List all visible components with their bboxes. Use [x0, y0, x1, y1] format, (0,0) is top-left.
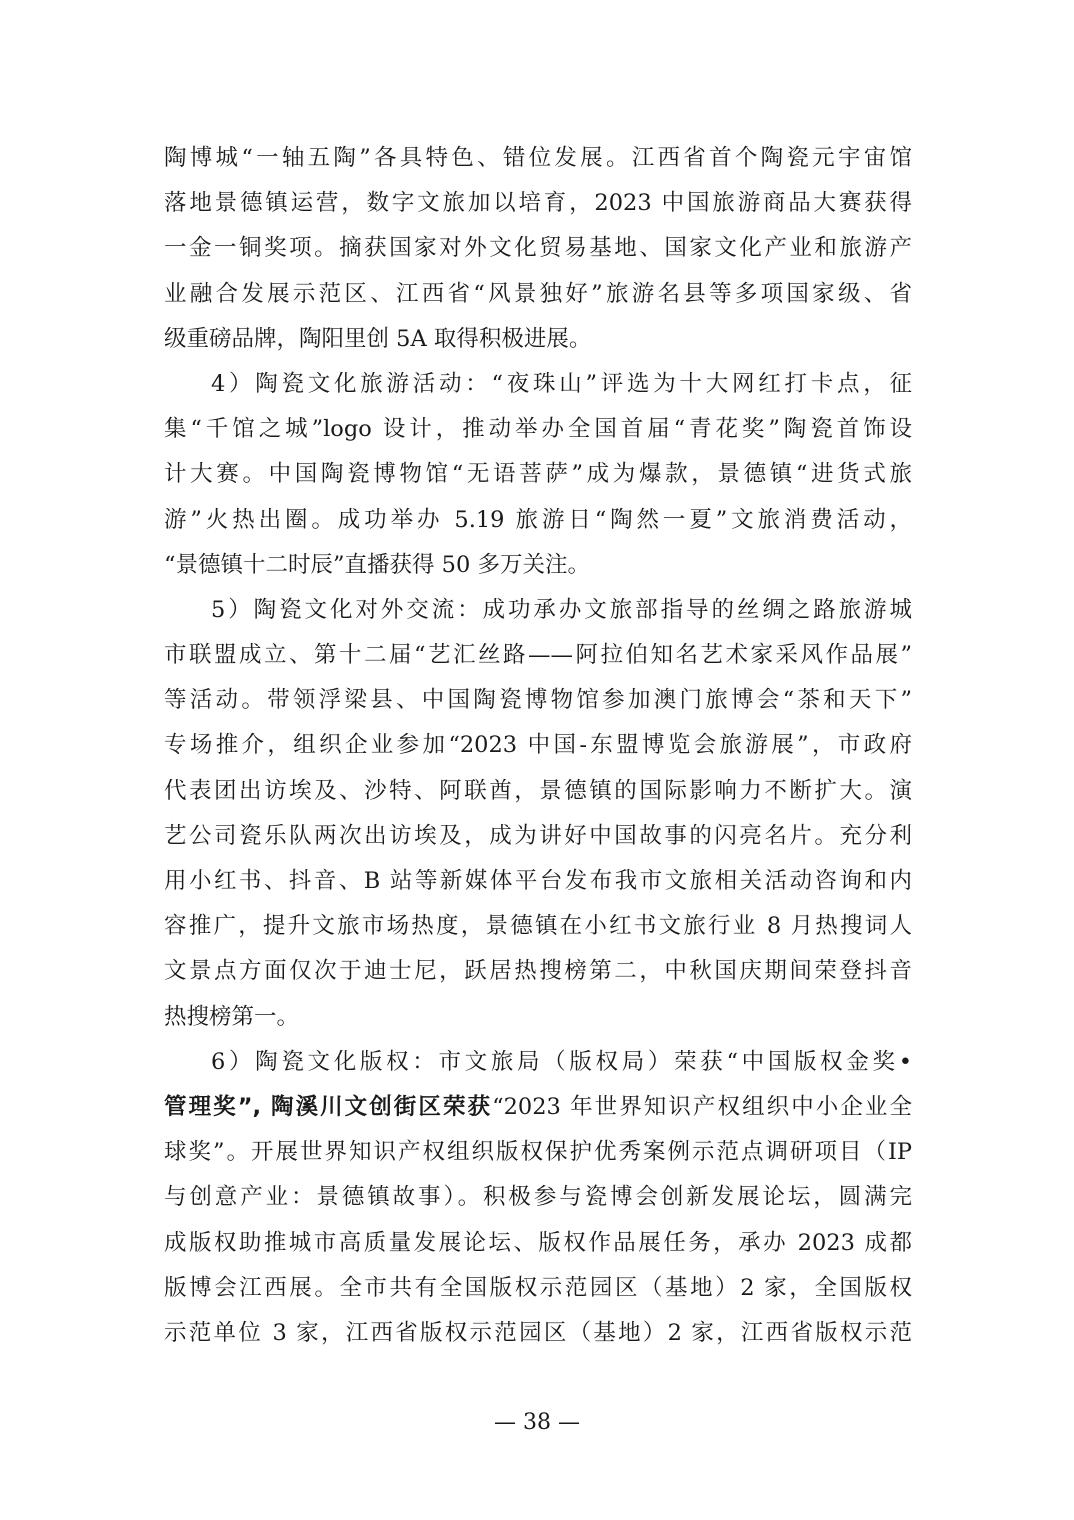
- page-number: — 38 —: [494, 1410, 580, 1435]
- text-line: 示范单位 3 家，江西省版权示范园区（基地）2 家，江西省版权示范: [164, 1319, 912, 1346]
- text-line: 集“千馆之城”logo 设计，推动举办全国首届“青花奖”陶瓷首饰设: [164, 416, 912, 443]
- text-line: 与创意产业：景德镇故事）。积极参与瓷博会创新发展论坛，圆满完: [164, 1184, 912, 1211]
- document-body: [164, 136, 912, 1356]
- text-line: 游”火热出圈。成功举办 5.19 旅游日“陶然一夏”文旅消费活动，: [164, 506, 912, 533]
- paragraph-copyright: [164, 1040, 912, 1356]
- text-line: 文景点方面仅次于迪士尼，跃居热搜榜第二，中秋国庆期间荣登抖音: [164, 958, 912, 985]
- text-line: 专场推介，组织企业参加“2023 中国-东盟博览会旅游展”，市政府: [164, 732, 912, 759]
- text-line-mixed: [164, 1085, 912, 1130]
- text-line: 市联盟成立、第十二届“艺汇丝路——阿拉伯知名艺术家采风作品展”: [164, 642, 912, 669]
- text-line: 4）陶瓷文化旅游活动：“夜珠山”评选为十大网红打卡点，征: [211, 370, 912, 397]
- text-line: 级重磅品牌，陶阳里创 5A 取得积极进展。: [164, 325, 592, 352]
- text-line: 计大赛。中国陶瓷博物馆“无语菩萨”成为爆款，景德镇“进货式旅: [164, 461, 912, 488]
- text-line: “景德镇十二时辰”直播获得 50 多万关注。: [164, 551, 590, 578]
- text-line: 等活动。带领浮梁县、中国陶瓷博物馆参加澳门旅博会“茶和天下”: [164, 687, 912, 714]
- text-line: 用小红书、抖音、B 站等新媒体平台发布我市文旅相关活动咨询和内: [164, 868, 912, 894]
- paragraph-1: [164, 136, 912, 362]
- text-line: 球奖”。开展世界知识产权组织版权保护优秀案例示范点调研项目（IP: [164, 1139, 912, 1166]
- text-line: 6）陶瓷文化版权：市文旅局（版权局）荣获“中国版权金奖•: [211, 1048, 912, 1075]
- text-line: 成版权助推城市高质量发展论坛、版权作品展任务，承办 2023 成都: [164, 1229, 912, 1256]
- award-text: “2023 年世界知识产权组织中小企业全: [492, 1093, 912, 1120]
- text-line: 代表团出访埃及、沙特、阿联酋，景德镇的国际影响力不断扩大。演: [164, 777, 912, 804]
- text-line: 版博会江西展。全市共有全国版权示范园区（基地）2 家，全国版权: [164, 1274, 912, 1301]
- text-line: 落地景德镇运营，数字文旅加以培育，2023 中国旅游商品大赛获得: [164, 190, 912, 217]
- text-line: 陶博城“一轴五陶”各具特色、错位发展。江西省首个陶瓷元宇宙馆: [164, 145, 912, 171]
- text-line: 业融合发展示范区、江西省“风景独好”旅游名县等多项国家级、省: [164, 280, 912, 307]
- paragraph-tourism-activities: [164, 362, 912, 588]
- text-line: 容推广，提升文旅市场热度，景德镇在小红书文旅行业 8 月热搜词人: [164, 913, 912, 940]
- text-line: 5）陶瓷文化对外交流：成功承办文旅部指导的丝绸之路旅游城: [211, 596, 912, 623]
- paragraph-foreign-exchange: [164, 588, 912, 1040]
- text-line: 热搜榜第一。: [164, 1003, 300, 1030]
- bold-award-text: 管理奖”, 陶溪川文创街区荣获: [164, 1093, 493, 1120]
- text-line: 一金一铜奖项。摘获国家对外文化贸易基地、国家文化产业和旅游产: [164, 235, 912, 262]
- text-line: 艺公司瓷乐队两次出访埃及，成为讲好中国故事的闪亮名片。充分利: [164, 822, 912, 849]
